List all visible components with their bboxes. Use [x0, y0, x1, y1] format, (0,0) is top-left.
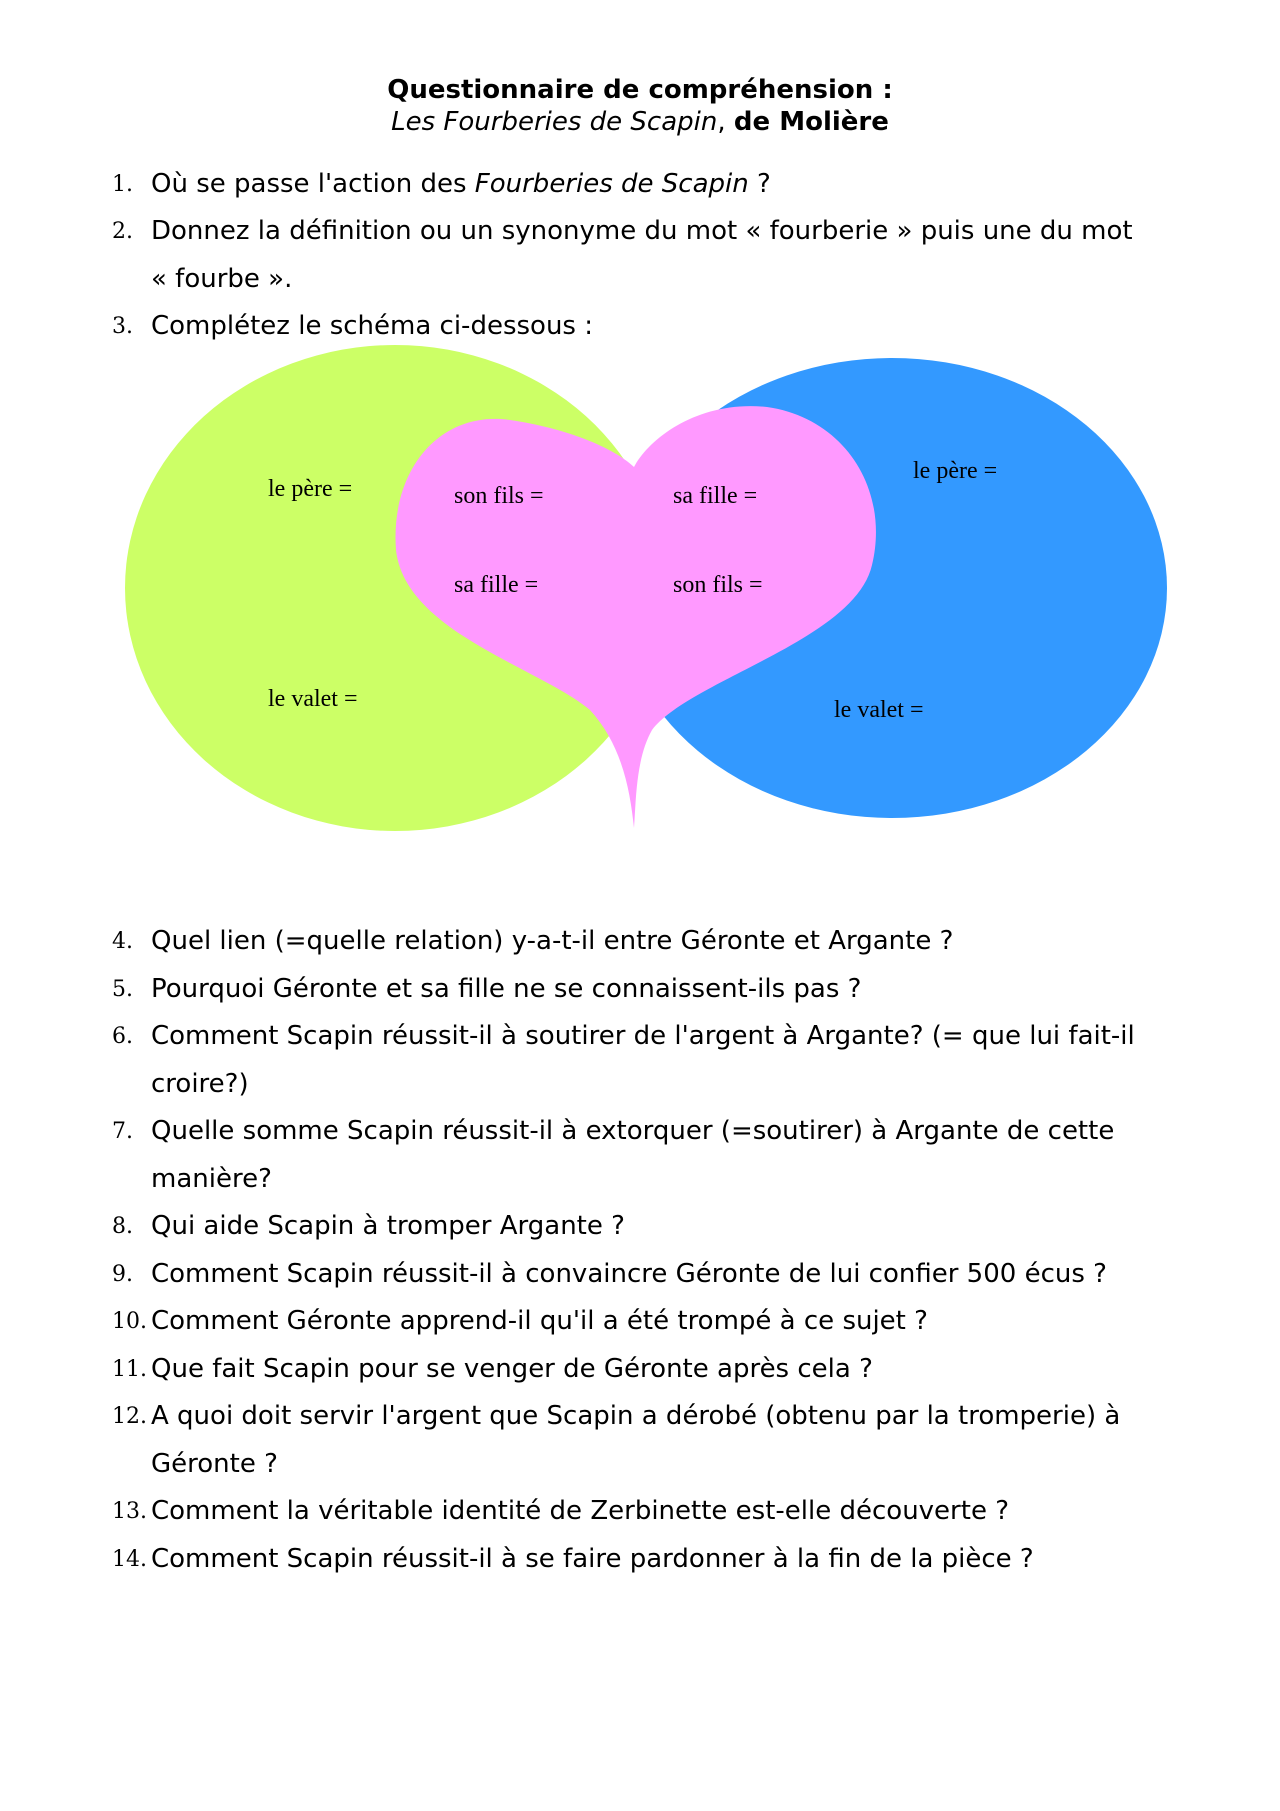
question-text: Qui aide Scapin à tromper Argante ?: [151, 1211, 625, 1241]
question-number: 1.: [112, 172, 133, 197]
question-line: « fourbe ».: [151, 263, 293, 294]
question-text: Que fait Scapin pour se venger de Géronte après cela ?: [151, 1354, 873, 1384]
question-text: [151, 1013, 1151, 1108]
question-text: Complétez le schéma ci-dessous :: [151, 311, 593, 341]
question-text-italic: Fourberies de Scapin: [474, 169, 749, 199]
document-title: [0, 74, 1280, 138]
question-number: 5.: [112, 977, 133, 1002]
question-number: 6.: [112, 1024, 133, 1049]
question-number: 2.: [112, 219, 133, 244]
heart-son-label: son fils =: [673, 572, 763, 598]
question-text: Comment Scapin réussit-il à se faire pardonner à la fin de la pièce ?: [151, 1544, 1034, 1574]
heart-son-label: son fils =: [454, 483, 544, 509]
subtitle-line: [0, 106, 1280, 138]
question-number: 9.: [112, 1262, 133, 1287]
author-name: de Molière: [733, 107, 889, 137]
question-text: [151, 208, 1151, 303]
question-number: 12.: [112, 1404, 147, 1429]
question-text: Comment la véritable identité de Zerbinette est-elle découverte ?: [151, 1496, 1009, 1526]
question-line: manière?: [151, 1163, 272, 1194]
question-text: Quel lien (=quelle relation) y-a-t-il entre Géronte et Argante ?: [151, 926, 954, 956]
question-text-part: ?: [748, 169, 771, 199]
work-title: Les Fourberies de Scapin: [391, 107, 718, 137]
question-number: 14.: [112, 1547, 147, 1572]
question-text: Comment Géronte apprend-il qu'il a été trompé à ce sujet ?: [151, 1306, 928, 1336]
question-text: [151, 1393, 1151, 1488]
question-line: croire?): [151, 1068, 249, 1099]
question-line: A quoi doit servir l'argent que Scapin a dérobé (obtenu par la tromperie) à: [151, 1401, 1121, 1431]
left-pere-label: le père =: [268, 476, 353, 502]
question-text-part: Où se passe l'action des: [151, 169, 475, 199]
heart-daughter-label: sa fille =: [673, 483, 758, 509]
question-line: Donnez la définition ou un synonyme du mot « fourberie » puis une du mot: [151, 216, 1133, 246]
question-line: Comment Scapin réussit-il à soutirer de l'argent à Argante? (= que lui fait-il: [151, 1021, 1135, 1051]
question-text: Comment Scapin réussit-il à convaincre Géronte de lui confier 500 écus ?: [151, 1259, 1107, 1289]
question-number: 10.: [112, 1309, 147, 1334]
question-number: 8.: [112, 1214, 133, 1239]
question-number: 3.: [112, 314, 133, 339]
question-text: Pourquoi Géronte et sa fille ne se connaissent-ils pas ?: [151, 974, 862, 1004]
question-number: 4.: [112, 929, 133, 954]
right-valet-label: le valet =: [834, 697, 924, 723]
question-number: 13.: [112, 1499, 147, 1524]
question-number: 11.: [112, 1357, 147, 1382]
right-pere-label: le père =: [913, 458, 998, 484]
left-valet-label: le valet =: [268, 686, 358, 712]
title-line: Questionnaire de compréhension :: [387, 75, 893, 105]
question-number: 7.: [112, 1119, 133, 1144]
question-line: Quelle somme Scapin réussit-il à extorquer (=soutirer) à Argante de cette: [151, 1116, 1115, 1146]
heart-daughter-label: sa fille =: [454, 572, 539, 598]
question-line: Géronte ?: [151, 1448, 278, 1479]
question-text: [151, 161, 1151, 209]
title-separator: ,: [717, 107, 734, 137]
question-text: [151, 1108, 1151, 1203]
family-diagram: [0, 340, 1280, 840]
